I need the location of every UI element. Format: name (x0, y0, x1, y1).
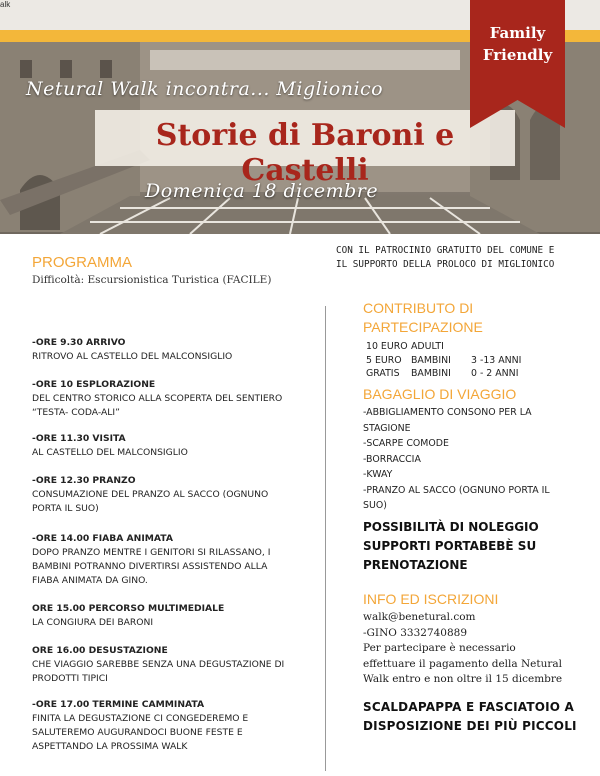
programma-item (32, 336, 322, 364)
info-list (363, 610, 588, 688)
fee-cell: 5 EURO (366, 354, 402, 366)
family-friendly-label (470, 22, 565, 66)
bagaglio-item: -SCARPE COMODE (363, 438, 449, 449)
programma-item-desc: SALUTEREMO AUGURANDOCI BUONE FESTE E (32, 727, 243, 738)
fee-row (366, 367, 521, 381)
programma-item-time: ORE 16.00 DESUSTAZIONE (32, 645, 168, 656)
programma-item-desc: AL CASTELLO DEL MALCONSIGLIO (32, 447, 188, 458)
fee-cell: 0 - 2 ANNI (471, 368, 519, 379)
programma-heading: PROGRAMMA (32, 254, 133, 271)
contributo-heading (363, 299, 483, 337)
fee-row (366, 340, 521, 354)
programma-item-desc: DOPO PRANZO MENTRE I GENITORI SI RILASSANO, I (32, 547, 271, 558)
bagaglio-item: -PRANZO AL SACCO (OGNUNO PORTA IL (363, 484, 550, 496)
programma-item-desc: DEL CENTRO STORICO ALLA SCOPERTA DEL SENTIERO (32, 393, 283, 404)
event-title: Storie di Baroni e Castelli (155, 118, 455, 188)
fee-cell: 10 EURO (366, 341, 408, 352)
bagaglio-item: SUO) (363, 500, 387, 511)
noleggio-line: SUPPORTI PORTABEBÈ SU (363, 539, 537, 553)
difficulty-text: Difficoltà: Escursionistica Turistica (FACILE) (32, 274, 272, 286)
programma-item-time: -ORE 14.00 FIABA ANIMATA (32, 533, 173, 544)
brand-fragment: alk (0, 0, 11, 9)
programma-item (32, 378, 322, 420)
programma-item-desc: PRODOTTI TIPICI (32, 673, 108, 684)
column-divider (325, 306, 326, 771)
info-line: -GINO 3332740889 (363, 626, 468, 639)
scaldapappa-line: SCALDAPAPPA E FASCIATOIO A (363, 700, 575, 714)
programma-item-desc: ASPETTANDO LA PROSSIMA WALK (32, 741, 188, 752)
bagaglio-list (363, 405, 588, 514)
bagaglio-heading: BAGAGLIO DI VIAGGIO (363, 386, 517, 402)
bagaglio-item: -ABBIGLIAMENTO CONSONO PER LA (363, 407, 532, 418)
patronage-line: CON IL PATROCINIO GRATUITO DEL COMUNE E (336, 245, 555, 256)
ribbon-line: Family (489, 24, 546, 42)
ribbon-line: Friendly (482, 46, 553, 64)
event-date: Domenica 18 dicembre (145, 180, 379, 202)
noleggio-line: POSSIBILITÀ DI NOLEGGIO (363, 520, 539, 534)
contributo-heading-line: CONTRIBUTO DI (363, 300, 474, 316)
info-line: Walk entro e non oltre il 15 dicembre (363, 673, 563, 685)
email-link[interactable]: walk@benetural.com (363, 611, 476, 623)
info-line: effettuare il pagamento della Netural (363, 657, 563, 670)
info-line: Per partecipare è necessario (363, 642, 516, 654)
noleggio-note (363, 518, 588, 575)
programma-item-desc: BAMBINI POTRANNO DIVERTIRSI ASSISTENDO ALLA (32, 561, 268, 572)
noleggio-line: PRENOTAZIONE (363, 558, 468, 572)
programma-item-time: ORE 15.00 PERCORSO MULTIMEDIALE (32, 603, 225, 614)
programma-item-desc: “TESTA- CODA-ALI” (32, 407, 120, 418)
patronage-line: IL SUPPORTO DELLA PROLOCO DI MIGLIONICO (336, 259, 555, 270)
programma-item (32, 698, 322, 754)
programma-item (32, 474, 322, 516)
scaldapappa-note (363, 698, 588, 736)
programma-item-desc: PORTA IL SUO) (32, 503, 99, 514)
fee-table (366, 340, 521, 381)
info-heading: INFO ED ISCRIZIONI (363, 591, 499, 607)
programma-item-time: -ORE 9.30 ARRIVO (32, 337, 126, 348)
programma-item-desc: LA CONGIURA DEI BARONI (32, 617, 154, 628)
programma-item (32, 602, 322, 630)
fee-cell: BAMBINI (411, 354, 451, 366)
programma-item (32, 532, 322, 588)
scaldapappa-line: DISPOSIZIONE DEI PIÙ PICCOLI (363, 719, 577, 733)
bagaglio-item: STAGIONE (363, 422, 411, 434)
event-subtitle: Netural Walk incontra... Miglionico (26, 78, 384, 100)
bagaglio-item: -KWAY (363, 469, 393, 480)
fee-row (366, 354, 521, 368)
programma-item-desc: FINITA LA DEGUSTAZIONE CI CONGEDEREMO E (32, 713, 249, 724)
fee-cell: 3 -13 ANNI (471, 354, 522, 366)
programma-item-time: -ORE 10 ESPLORAZIONE (32, 379, 156, 390)
programma-item-desc: FIABA ANIMATA DA GINO. (32, 575, 148, 586)
fee-cell: GRATIS (366, 368, 400, 379)
contributo-heading-line: PARTECIPAZIONE (363, 319, 483, 335)
bagaglio-item: -BORRACCIA (363, 453, 421, 465)
programma-item-time: -ORE 11.30 VISITA (32, 433, 126, 444)
hero-banner (0, 0, 600, 234)
programma-item (32, 644, 322, 686)
programma-item-desc: RITROVO AL CASTELLO DEL MALCONSIGLIO (32, 351, 233, 362)
programma-item-time: -ORE 12.30 PRANZO (32, 475, 136, 486)
fee-cell: ADULTI (411, 341, 444, 352)
patronage-note (336, 244, 596, 272)
programma-item-time: -ORE 17.00 TERMINE CAMMINATA (32, 699, 205, 710)
programma-item-desc: CONSUMAZIONE DEL PRANZO AL SACCO (OGNUNO (32, 489, 269, 500)
programma-item (32, 432, 322, 460)
programma-item-desc: CHE VIAGGIO SAREBBE SENZA UNA DEGUSTAZIONE DI (32, 659, 285, 670)
fee-cell: BAMBINI (411, 368, 451, 379)
